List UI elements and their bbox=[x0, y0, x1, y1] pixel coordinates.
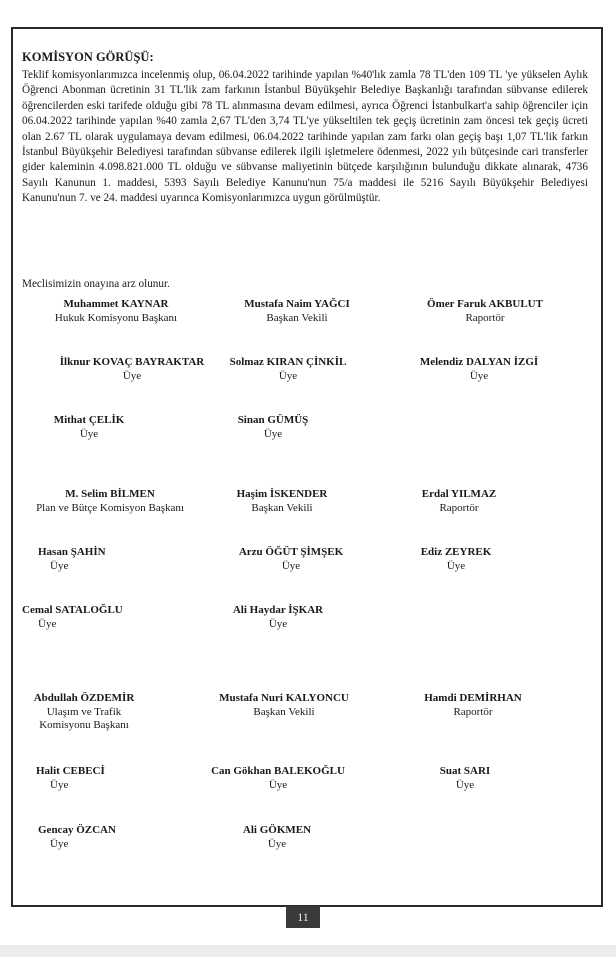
signatory-name: Ömer Faruk AKBULUT bbox=[427, 298, 543, 310]
signature-block bbox=[356, 546, 556, 573]
signatory-name: Hasan ŞAHİN bbox=[38, 546, 106, 558]
signature-block bbox=[38, 546, 178, 573]
signatory-name: Muhammet KAYNAR bbox=[63, 298, 169, 310]
signatory-name: Abdullah ÖZDEMİR bbox=[33, 692, 135, 704]
signatory-role: Üye bbox=[455, 778, 475, 791]
signatory-name: Cemal SATALOĞLU bbox=[22, 604, 123, 616]
signatory-name: Solmaz KIRAN ÇİNKİL bbox=[229, 356, 347, 368]
signatory-role: Plan ve Bütçe Komisyon Başkanı bbox=[36, 501, 184, 514]
signatory-name: Mustafa Nuri KALYONCU bbox=[219, 692, 349, 704]
signatory-role: Üye bbox=[122, 369, 142, 382]
page-number: 11 bbox=[286, 906, 320, 928]
signature-block bbox=[359, 488, 559, 515]
signatory-name: Hamdi DEMİRHAN bbox=[424, 692, 522, 704]
signature-block bbox=[197, 298, 397, 325]
signatory-name: Mithat ÇELİK bbox=[53, 414, 125, 426]
signatory-name: Ali GÖKMEN bbox=[242, 824, 312, 836]
signature-block bbox=[0, 414, 189, 441]
signatory-role: Üye bbox=[79, 427, 99, 440]
signatory-role: Üye bbox=[50, 778, 69, 791]
signature-block bbox=[184, 692, 384, 719]
signature-block bbox=[16, 298, 216, 325]
signatory-role: Başkan Vekili bbox=[253, 705, 315, 718]
signatory-name: Ali Haydar İŞKAR bbox=[232, 604, 324, 616]
signatory-name: Melendiz DALYAN İZGİ bbox=[419, 356, 539, 368]
signature-block bbox=[177, 824, 377, 851]
signatory-name: Gencay ÖZCAN bbox=[38, 824, 116, 836]
signatory-name: İlknur KOVAÇ BAYRAKTAR bbox=[59, 356, 205, 368]
signature-block bbox=[182, 488, 382, 515]
closing-line: Meclisimizin onayına arz olunur. bbox=[22, 278, 170, 290]
signature-block bbox=[36, 765, 176, 792]
signatory-role: Raportör bbox=[439, 501, 479, 514]
signatory-role: Üye bbox=[263, 427, 283, 440]
signature-block bbox=[178, 765, 378, 792]
signatory-name: Mustafa Naim YAĞCI bbox=[244, 298, 350, 310]
signatory-name: Erdal YILMAZ bbox=[421, 488, 497, 500]
signatory-role: Üye bbox=[268, 617, 288, 630]
signatory-role: Ulaşım ve Trafik bbox=[46, 705, 122, 718]
signatory-role: Üye bbox=[50, 837, 69, 850]
signature-block bbox=[173, 414, 373, 441]
signatory-name: Halit CEBECİ bbox=[36, 765, 105, 777]
signature-block bbox=[38, 824, 178, 851]
signature-block bbox=[22, 604, 182, 631]
signatory-role: Başkan Vekili bbox=[266, 311, 328, 324]
signature-block bbox=[10, 488, 210, 515]
signature-block bbox=[385, 298, 585, 325]
signatory-name: Arzu ÖĞÜT ŞİMŞEK bbox=[238, 546, 344, 558]
signatory-name: Haşim İSKENDER bbox=[236, 488, 328, 500]
signatory-name: Can Gökhan BALEKOĞLU bbox=[211, 765, 345, 777]
signatory-role-continued: Komisyonu Başkanı bbox=[39, 719, 129, 731]
signatory-role: Üye bbox=[50, 559, 69, 572]
signatory-role: Raportör bbox=[465, 311, 505, 324]
signatory-role: Başkan Vekili bbox=[251, 501, 313, 514]
signatory-role: Üye bbox=[38, 617, 57, 630]
signature-block bbox=[178, 604, 378, 631]
signature-block bbox=[188, 356, 388, 383]
signatory-name: M. Selim BİLMEN bbox=[65, 488, 155, 500]
signatory-name: Suat SARI bbox=[439, 765, 491, 777]
signature-block bbox=[373, 692, 573, 719]
signatory-role: Üye bbox=[268, 778, 288, 791]
signatory-name: Sinan GÜMÜŞ bbox=[237, 414, 309, 426]
signatory-name: Ediz ZEYREK bbox=[420, 546, 492, 558]
signature-block bbox=[365, 765, 565, 792]
signatory-role: Üye bbox=[469, 369, 489, 382]
section-heading: KOMİSYON GÖRÜŞÜ: bbox=[22, 50, 154, 64]
signatory-role: Hukuk Komisyonu Başkanı bbox=[54, 311, 178, 324]
signature-block bbox=[0, 692, 184, 733]
viewer-bottom-strip bbox=[0, 945, 616, 957]
signatory-role: Raportör bbox=[453, 705, 493, 718]
signatory-role: Üye bbox=[446, 559, 466, 572]
signatory-role: Üye bbox=[281, 559, 301, 572]
signatory-role: Üye bbox=[267, 837, 287, 850]
signature-block bbox=[379, 356, 579, 383]
signatory-role: Üye bbox=[278, 369, 298, 382]
commission-opinion-paragraph: Teklif komisyonlarımızca incelenmiş olup, 06.04.2022 tarihinde yapılan %40'lık zamla 78 TL'den 109 TL 'ye yükselen Aylık Öğrenci Abonman ücretinin 31 TL'lik zam farkının İstanbul Büyükşehir Belediye Başkanlığı tarafından sübvanse edilerek öğrencilerden eski tarifede olduğu gibi 78 TL alınmasına devam edilmesi, ayrıca Öğrenci İstanbulkart'a sahip öğrenciler için 06.04.2022 tarihinde yapılan %40 zamla 2,67 TL'den 3,74 TL'ye yükseltilen tek geçiş ücretinin zam öncesi tek geçiş ücreti olan 2.67 TL olarak uygulamaya devam edilmesi, 06.04.2022 tarihinde yapılan zam farkı olan geçiş başı 1,07 TL'lik farkın İstanbul Büyükşehir Belediyesi tarafından sübvanse edilerek ilgili işletmelere ödenmesi, 2022 yılı bütçesinde cari transferler gider kaleminin 4.098.821.000 TL olduğu ve sübvanse maliyetinin bütçede karşılığının bulunduğu dikkate alınarak, 4736 Sayılı Kanunun 1. maddesi, 5393 Sayılı Belediye Kanunu'nun 75/a maddesi ile 5216 Sayılı Büyükşehir Belediyesi Kanunu'nun 7. ve 24. maddesi uyarınca Komisyonlarımızca uygun görülmüştür. bbox=[22, 69, 588, 205]
